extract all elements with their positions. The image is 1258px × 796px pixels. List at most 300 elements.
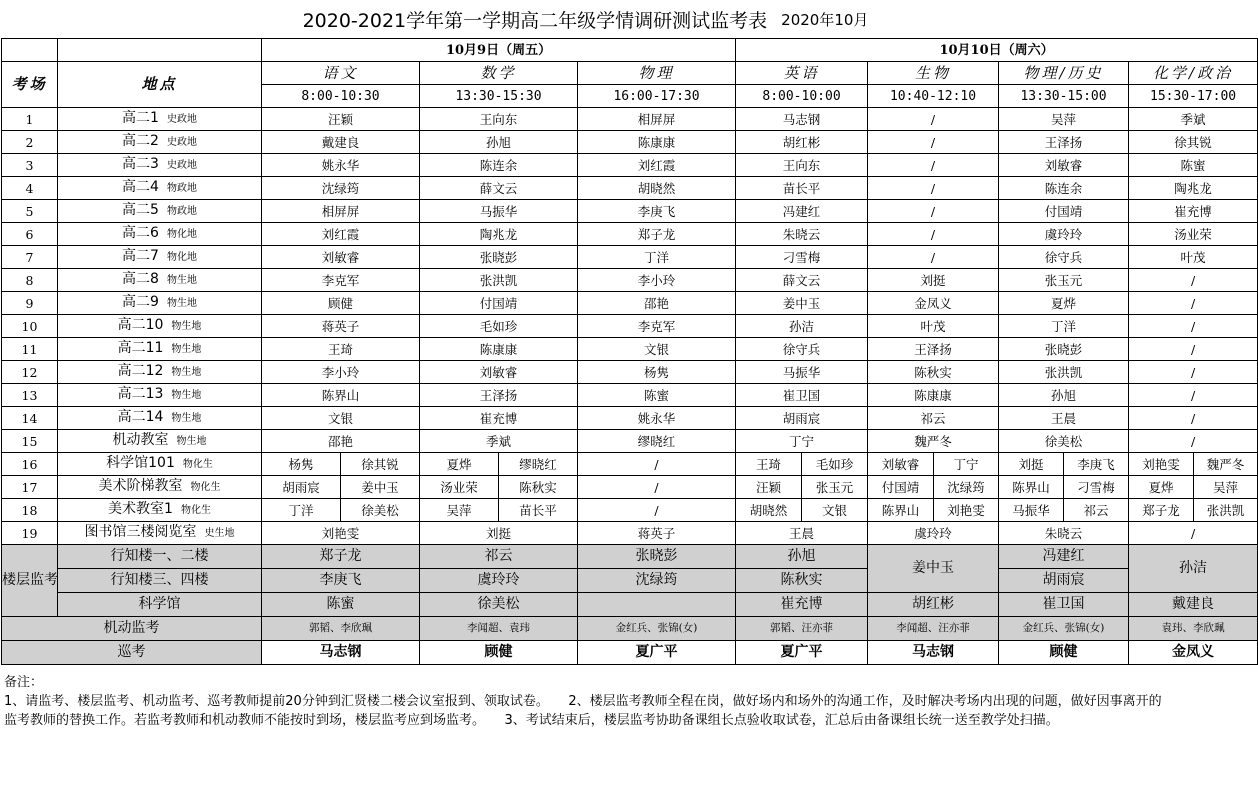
proctor-cell: 李克军 bbox=[578, 315, 736, 338]
proctor-cell: 朱晓云 bbox=[736, 223, 868, 246]
patrol-proctor: 夏广平 bbox=[578, 641, 736, 665]
proctor-cell: 刘艳雯 bbox=[1129, 453, 1194, 476]
proctor-cell: 毛如珍 bbox=[802, 453, 868, 476]
proctor-cell: / bbox=[1129, 292, 1258, 315]
table-row bbox=[2, 177, 1258, 200]
table-row bbox=[2, 407, 1258, 430]
proctor-cell: 汪颖 bbox=[262, 108, 420, 131]
proctor-cell: 沈绿筠 bbox=[262, 177, 420, 200]
proctor-cell: 刘红霞 bbox=[262, 223, 420, 246]
proctor-cell: 姚永华 bbox=[262, 154, 420, 177]
mobile-proctor: 李闻超、汪亦菲 bbox=[868, 617, 999, 641]
proctor-cell: 刘敏睿 bbox=[420, 361, 578, 384]
table-row bbox=[2, 315, 1258, 338]
proctor-cell: 付国靖 bbox=[999, 200, 1129, 223]
proctor-cell: 魏严冬 bbox=[1194, 453, 1258, 476]
proctor-cell: 王琦 bbox=[736, 453, 802, 476]
room-number: 2 bbox=[2, 131, 58, 154]
proctor-cell: 王向东 bbox=[736, 154, 868, 177]
proctor-cell: 马振华 bbox=[999, 499, 1064, 522]
place-name: 高二14 bbox=[117, 409, 164, 425]
place-tag: 物生地 bbox=[171, 321, 202, 332]
proctor-cell: 陈界山 bbox=[868, 499, 934, 522]
header-room: 考场 bbox=[2, 62, 58, 108]
proctor-cell: 陈秋实 bbox=[499, 476, 578, 499]
proctor-cell: 缪晓红 bbox=[578, 430, 736, 453]
floor-label: 楼层监考 bbox=[2, 545, 58, 617]
table-row bbox=[2, 200, 1258, 223]
patrol-label: 巡考 bbox=[2, 641, 262, 665]
room-number: 8 bbox=[2, 269, 58, 292]
proctor-cell: / bbox=[868, 223, 999, 246]
subject-header: 生物 bbox=[868, 62, 999, 85]
proctor-cell: 孙旭 bbox=[999, 384, 1129, 407]
place-name: 科学馆101 bbox=[106, 455, 175, 471]
place-name: 高二8 bbox=[122, 271, 159, 287]
place-name: 高二5 bbox=[122, 202, 159, 218]
subject-header: 物理 bbox=[578, 62, 736, 85]
table-row bbox=[2, 476, 1258, 499]
proctor-cell: 夏烨 bbox=[1129, 476, 1194, 499]
table-row bbox=[2, 131, 1258, 154]
proctor-cell: 刁雪梅 bbox=[736, 246, 868, 269]
subject-header: 数学 bbox=[420, 62, 578, 85]
proctor-cell: 吴萍 bbox=[420, 499, 499, 522]
proctor-cell: 苗长平 bbox=[499, 499, 578, 522]
patrol-row bbox=[2, 641, 1258, 665]
floor-row bbox=[2, 593, 1258, 617]
floor-proctor: 胡雨宸 bbox=[999, 569, 1129, 593]
room-number: 9 bbox=[2, 292, 58, 315]
place-cell bbox=[58, 407, 262, 430]
mobile-proctor: 金红兵、张锦(女) bbox=[999, 617, 1129, 641]
proctor-cell: 胡雨宸 bbox=[262, 476, 341, 499]
proctor-cell: 李庚飞 bbox=[578, 200, 736, 223]
place-cell bbox=[58, 200, 262, 223]
room-number: 12 bbox=[2, 361, 58, 384]
proctor-cell: 季斌 bbox=[420, 430, 578, 453]
proctor-cell: 陈康康 bbox=[578, 131, 736, 154]
place-name: 高二2 bbox=[122, 133, 159, 149]
proctor-cell: 毛如珍 bbox=[420, 315, 578, 338]
proctor-cell: 张洪凯 bbox=[420, 269, 578, 292]
place-cell bbox=[58, 223, 262, 246]
subject-header: 语文 bbox=[262, 62, 420, 85]
place-tag: 史政地 bbox=[166, 160, 197, 171]
proctor-cell: 郑子龙 bbox=[1129, 499, 1194, 522]
date-day1: 10月9日（周五） bbox=[262, 39, 736, 62]
proctor-cell: 付国靖 bbox=[868, 476, 934, 499]
mobile-proctor: 郭韬、汪亦菲 bbox=[736, 617, 868, 641]
proctor-cell: 姚永华 bbox=[578, 407, 736, 430]
proctor-cell: 蒋英子 bbox=[578, 522, 736, 545]
proctor-cell: 马志钢 bbox=[736, 108, 868, 131]
proctor-cell: 朱晓云 bbox=[999, 522, 1129, 545]
room-number: 4 bbox=[2, 177, 58, 200]
place-cell bbox=[58, 499, 262, 522]
patrol-proctor: 马志钢 bbox=[262, 641, 420, 665]
time-slot: 8:00-10:30 bbox=[262, 85, 420, 108]
place-cell bbox=[58, 361, 262, 384]
proctor-cell: 夏烨 bbox=[420, 453, 499, 476]
place-tag: 物化生 bbox=[190, 482, 221, 493]
place-cell bbox=[58, 292, 262, 315]
time-slot: 8:00-10:00 bbox=[736, 85, 868, 108]
floor-row bbox=[2, 545, 1258, 569]
place-cell bbox=[58, 108, 262, 131]
floor-place: 行知楼一、二楼 bbox=[58, 545, 262, 569]
proctor-cell: 汪颖 bbox=[736, 476, 802, 499]
proctor-cell: 祁云 bbox=[1064, 499, 1129, 522]
table-row bbox=[2, 154, 1258, 177]
proctor-cell: 薛文云 bbox=[420, 177, 578, 200]
place-cell bbox=[58, 453, 262, 476]
proctor-cell: 顾健 bbox=[262, 292, 420, 315]
proctor-cell: 刘艳雯 bbox=[262, 522, 420, 545]
proctor-cell: 丁洋 bbox=[578, 246, 736, 269]
proctor-cell: / bbox=[868, 200, 999, 223]
header-place: 地点 bbox=[58, 62, 262, 108]
notes bbox=[0, 665, 1171, 730]
proctor-cell: 叶茂 bbox=[1129, 246, 1258, 269]
proctor-cell: 丁洋 bbox=[262, 499, 341, 522]
proctor-cell: 汤业荣 bbox=[420, 476, 499, 499]
place-tag: 物生地 bbox=[171, 390, 202, 401]
place-cell bbox=[58, 177, 262, 200]
floor-proctor: 陈蜜 bbox=[262, 593, 420, 617]
proctor-cell: 张洪凯 bbox=[1194, 499, 1258, 522]
proctor-cell: 陶兆龙 bbox=[1129, 177, 1258, 200]
floor-proctor: 祁云 bbox=[420, 545, 578, 569]
proctor-cell: 张玉元 bbox=[802, 476, 868, 499]
proctor-cell: / bbox=[868, 108, 999, 131]
proctor-cell: / bbox=[1129, 384, 1258, 407]
place-name: 机动教室 bbox=[112, 432, 169, 448]
proctor-cell: 丁宁 bbox=[736, 430, 868, 453]
floor-proctor: 冯建红 bbox=[999, 545, 1129, 569]
proctor-cell: 文银 bbox=[802, 499, 868, 522]
floor-proctor: 崔充博 bbox=[736, 593, 868, 617]
proctor-cell: 陈康康 bbox=[420, 338, 578, 361]
table-row bbox=[2, 522, 1258, 545]
proctor-cell: 金凤义 bbox=[868, 292, 999, 315]
proctor-cell: 刁雪梅 bbox=[1064, 476, 1129, 499]
place-cell bbox=[58, 522, 262, 545]
proctor-cell: / bbox=[1129, 522, 1258, 545]
place-name: 高二1 bbox=[122, 110, 159, 126]
place-name: 高二4 bbox=[122, 179, 159, 195]
proctor-cell: 陈连余 bbox=[420, 154, 578, 177]
place-tag: 物生地 bbox=[171, 367, 202, 378]
place-cell bbox=[58, 154, 262, 177]
floor-proctor: 孙洁 bbox=[1129, 545, 1258, 593]
table-row bbox=[2, 361, 1258, 384]
proctor-cell: 刘敏睿 bbox=[999, 154, 1129, 177]
subject-header: 英语 bbox=[736, 62, 868, 85]
patrol-proctor: 夏广平 bbox=[736, 641, 868, 665]
proctor-cell: 陈连余 bbox=[999, 177, 1129, 200]
proctor-cell: 夏烨 bbox=[999, 292, 1129, 315]
proctor-cell: 王泽扬 bbox=[999, 131, 1129, 154]
proctor-cell: 徐守兵 bbox=[736, 338, 868, 361]
proctor-cell: 邵艳 bbox=[262, 430, 420, 453]
proctor-cell: / bbox=[1129, 361, 1258, 384]
proctor-cell: / bbox=[1129, 315, 1258, 338]
proctor-cell: 孙洁 bbox=[736, 315, 868, 338]
proctor-cell: 苗长平 bbox=[736, 177, 868, 200]
proctor-cell: / bbox=[868, 246, 999, 269]
proctor-cell: / bbox=[1129, 269, 1258, 292]
proctor-cell: 邵艳 bbox=[578, 292, 736, 315]
proctor-cell: 崔卫国 bbox=[736, 384, 868, 407]
place-name: 高二12 bbox=[117, 363, 164, 379]
place-tag: 物生地 bbox=[166, 275, 197, 286]
proctor-cell: 张玉元 bbox=[999, 269, 1129, 292]
proctor-cell: 陈界山 bbox=[999, 476, 1064, 499]
floor-proctor: 戴建良 bbox=[1129, 593, 1258, 617]
room-number: 1 bbox=[2, 108, 58, 131]
proctor-cell: 胡晓然 bbox=[736, 499, 802, 522]
proctor-cell: 崔充博 bbox=[1129, 200, 1258, 223]
proctor-cell: 杨隽 bbox=[262, 453, 341, 476]
proctor-cell: 王琦 bbox=[262, 338, 420, 361]
proctor-cell: 张晓彭 bbox=[999, 338, 1129, 361]
floor-proctor: 张晓彭 bbox=[578, 545, 736, 569]
room-number: 18 bbox=[2, 499, 58, 522]
proctor-cell: 李小玲 bbox=[262, 361, 420, 384]
proctor-cell: 马振华 bbox=[420, 200, 578, 223]
patrol-proctor: 顾健 bbox=[420, 641, 578, 665]
proctor-cell: 季斌 bbox=[1129, 108, 1258, 131]
proctor-cell: 张洪凯 bbox=[999, 361, 1129, 384]
proctor-cell: 沈绿筠 bbox=[934, 476, 999, 499]
place-cell bbox=[58, 430, 262, 453]
room-number: 3 bbox=[2, 154, 58, 177]
title-date: 2020年10月 bbox=[781, 10, 869, 29]
place-name: 高二3 bbox=[122, 156, 159, 172]
floor-proctor: 虞玲玲 bbox=[420, 569, 578, 593]
proctor-cell: 王向东 bbox=[420, 108, 578, 131]
mobile-proctor: 李闻超、袁玮 bbox=[420, 617, 578, 641]
proctor-cell: 汤业荣 bbox=[1129, 223, 1258, 246]
proctor-cell: / bbox=[868, 154, 999, 177]
proctor-cell: 杨隽 bbox=[578, 361, 736, 384]
proctor-cell: 刘敏睿 bbox=[262, 246, 420, 269]
mobile-label: 机动监考 bbox=[2, 617, 262, 641]
proctor-cell: 陈界山 bbox=[262, 384, 420, 407]
proctor-cell: / bbox=[578, 476, 736, 499]
table-row bbox=[2, 338, 1258, 361]
mobile-proctor: 袁玮、李欣珮 bbox=[1129, 617, 1258, 641]
room-number: 14 bbox=[2, 407, 58, 430]
proctor-cell: 丁宁 bbox=[934, 453, 999, 476]
place-name: 高二13 bbox=[117, 386, 164, 402]
time-slot: 10:40-12:10 bbox=[868, 85, 999, 108]
place-cell bbox=[58, 315, 262, 338]
proctor-cell: 刘敏睿 bbox=[868, 453, 934, 476]
proctor-cell: / bbox=[578, 499, 736, 522]
floor-proctor: 徐美松 bbox=[420, 593, 578, 617]
patrol-proctor: 顾健 bbox=[999, 641, 1129, 665]
room-number: 10 bbox=[2, 315, 58, 338]
place-tag: 物化地 bbox=[166, 252, 197, 263]
proctor-cell: 李克军 bbox=[262, 269, 420, 292]
proctor-cell: 徐美松 bbox=[341, 499, 420, 522]
room-number: 19 bbox=[2, 522, 58, 545]
proctor-cell: 陈康康 bbox=[868, 384, 999, 407]
floor-proctor: 李庚飞 bbox=[262, 569, 420, 593]
proctor-cell: 姜中玉 bbox=[341, 476, 420, 499]
place-cell bbox=[58, 269, 262, 292]
place-tag: 物生地 bbox=[171, 413, 202, 424]
proctor-cell: 虞玲玲 bbox=[999, 223, 1129, 246]
proctor-cell: 李庚飞 bbox=[1064, 453, 1129, 476]
proctor-cell: 徐其锐 bbox=[1129, 131, 1258, 154]
patrol-proctor: 金凤义 bbox=[1129, 641, 1258, 665]
proctor-cell: 缪晓红 bbox=[499, 453, 578, 476]
place-tag: 物化地 bbox=[166, 229, 197, 240]
floor-row bbox=[2, 569, 1258, 593]
room-number: 6 bbox=[2, 223, 58, 246]
proctor-cell: 蒋英子 bbox=[262, 315, 420, 338]
proctor-cell: 陈蜜 bbox=[1129, 154, 1258, 177]
proctor-cell: 王泽扬 bbox=[868, 338, 999, 361]
place-tag: 物生地 bbox=[171, 344, 202, 355]
floor-proctor: 沈绿筠 bbox=[578, 569, 736, 593]
proctor-cell: / bbox=[1129, 407, 1258, 430]
mobile-row bbox=[2, 617, 1258, 641]
notes-text: 1、请监考、楼层监考、机动监考、巡考教师提前20分钟到汇贤楼二楼会议室报到、领取试卷。 2、楼层监考教师全程在岗，做好场内和场外的沟通工作，及时解决考场内出现的问题，做好因事离开的监考教师的替换工作。若监考教师和机动教师不能按时到场，楼层监考应到场监考。 3、考试结束后，楼层监考协助备课组长点验收取试卷，汇总后由备课组长统一送至教学处扫描。 bbox=[4, 694, 1162, 728]
room-number: 17 bbox=[2, 476, 58, 499]
proctor-cell: 魏严冬 bbox=[868, 430, 999, 453]
title-main: 2020-2021学年第一学期高二年级学情调研测试监考表 bbox=[302, 9, 768, 32]
place-name: 美术教室1 bbox=[108, 501, 173, 517]
room-number: 11 bbox=[2, 338, 58, 361]
proctor-cell: 陈蜜 bbox=[578, 384, 736, 407]
subject-header: 化学/政治 bbox=[1129, 62, 1258, 85]
time-slot: 16:00-17:30 bbox=[578, 85, 736, 108]
place-tag: 物政地 bbox=[166, 206, 197, 217]
place-name: 高二6 bbox=[122, 225, 159, 241]
mobile-proctor: 郭韬、李欣珮 bbox=[262, 617, 420, 641]
proctor-cell: / bbox=[868, 131, 999, 154]
notes-label: 备注： bbox=[4, 675, 44, 690]
proctor-cell: 王晨 bbox=[736, 522, 868, 545]
proctor-cell: 丁洋 bbox=[999, 315, 1129, 338]
empty-cell bbox=[578, 593, 736, 617]
table-row bbox=[2, 453, 1258, 476]
floor-proctor: 郑子龙 bbox=[262, 545, 420, 569]
proctor-cell: / bbox=[868, 177, 999, 200]
place-tag: 物生地 bbox=[176, 436, 207, 447]
proctor-cell: 姜中玉 bbox=[736, 292, 868, 315]
proctor-cell: 戴建良 bbox=[262, 131, 420, 154]
place-name: 图书馆三楼阅览室 bbox=[84, 524, 197, 540]
proctor-cell: 刘挺 bbox=[999, 453, 1064, 476]
place-cell bbox=[58, 338, 262, 361]
proctor-cell: 刘艳雯 bbox=[934, 499, 999, 522]
room-number: 5 bbox=[2, 200, 58, 223]
place-name: 高二9 bbox=[122, 294, 159, 310]
schedule-table bbox=[1, 38, 1258, 665]
room-number: 16 bbox=[2, 453, 58, 476]
time-slot: 15:30-17:00 bbox=[1129, 85, 1258, 108]
room-number: 7 bbox=[2, 246, 58, 269]
floor-place: 行知楼三、四楼 bbox=[58, 569, 262, 593]
proctor-cell: 文银 bbox=[262, 407, 420, 430]
proctor-cell: / bbox=[1129, 430, 1258, 453]
proctor-cell: 王晨 bbox=[999, 407, 1129, 430]
proctor-cell: 文银 bbox=[578, 338, 736, 361]
proctor-cell: 叶茂 bbox=[868, 315, 999, 338]
proctor-cell: 吴萍 bbox=[1194, 476, 1258, 499]
place-tag: 物化生 bbox=[182, 459, 213, 470]
place-tag: 史政地 bbox=[166, 114, 197, 125]
table-row bbox=[2, 269, 1258, 292]
patrol-proctor: 马志钢 bbox=[868, 641, 999, 665]
date-day2: 10月10日（周六） bbox=[736, 39, 1258, 62]
time-slot: 13:30-15:00 bbox=[999, 85, 1129, 108]
proctor-cell: 陶兆龙 bbox=[420, 223, 578, 246]
proctor-cell: 王泽扬 bbox=[420, 384, 578, 407]
floor-proctor: 陈秋实 bbox=[736, 569, 868, 593]
proctor-cell: 徐其锐 bbox=[341, 453, 420, 476]
table-row bbox=[2, 292, 1258, 315]
floor-proctor: 胡红彬 bbox=[868, 593, 999, 617]
table-row bbox=[2, 246, 1258, 269]
place-tag: 史生地 bbox=[204, 528, 235, 539]
place-name: 高二10 bbox=[117, 317, 164, 333]
place-tag: 物化生 bbox=[180, 505, 211, 516]
proctor-cell: 冯建红 bbox=[736, 200, 868, 223]
floor-place: 科学馆 bbox=[58, 593, 262, 617]
proctor-cell: 崔充博 bbox=[420, 407, 578, 430]
place-cell bbox=[58, 131, 262, 154]
mobile-proctor: 金红兵、张锦(女) bbox=[578, 617, 736, 641]
proctor-cell: 付国靖 bbox=[420, 292, 578, 315]
table-row bbox=[2, 430, 1258, 453]
proctor-cell: 刘红霞 bbox=[578, 154, 736, 177]
floor-proctor: 孙旭 bbox=[736, 545, 868, 569]
proctor-cell: 胡红彬 bbox=[736, 131, 868, 154]
room-number: 15 bbox=[2, 430, 58, 453]
time-slot: 13:30-15:30 bbox=[420, 85, 578, 108]
proctor-cell: 陈秋实 bbox=[868, 361, 999, 384]
proctor-cell: 孙旭 bbox=[420, 131, 578, 154]
proctor-cell: 张晓彭 bbox=[420, 246, 578, 269]
proctor-cell: 虞玲玲 bbox=[868, 522, 999, 545]
proctor-cell: / bbox=[1129, 338, 1258, 361]
place-tag: 物生地 bbox=[166, 298, 197, 309]
table-row bbox=[2, 499, 1258, 522]
proctor-cell: 李小玲 bbox=[578, 269, 736, 292]
place-tag: 史政地 bbox=[166, 137, 197, 148]
proctor-cell: 刘挺 bbox=[868, 269, 999, 292]
table-row bbox=[2, 108, 1258, 131]
proctor-cell: 马振华 bbox=[736, 361, 868, 384]
floor-proctor: 姜中玉 bbox=[868, 545, 999, 593]
place-name: 美术阶梯教室 bbox=[98, 478, 183, 494]
proctor-cell: 相屏屏 bbox=[262, 200, 420, 223]
place-name: 高二11 bbox=[117, 340, 164, 356]
proctor-cell: 徐守兵 bbox=[999, 246, 1129, 269]
place-cell bbox=[58, 384, 262, 407]
proctor-cell: 相屏屏 bbox=[578, 108, 736, 131]
proctor-cell: 刘挺 bbox=[420, 522, 578, 545]
page-title bbox=[0, 0, 1171, 38]
proctor-cell: 祁云 bbox=[868, 407, 999, 430]
place-name: 高二7 bbox=[122, 248, 159, 264]
